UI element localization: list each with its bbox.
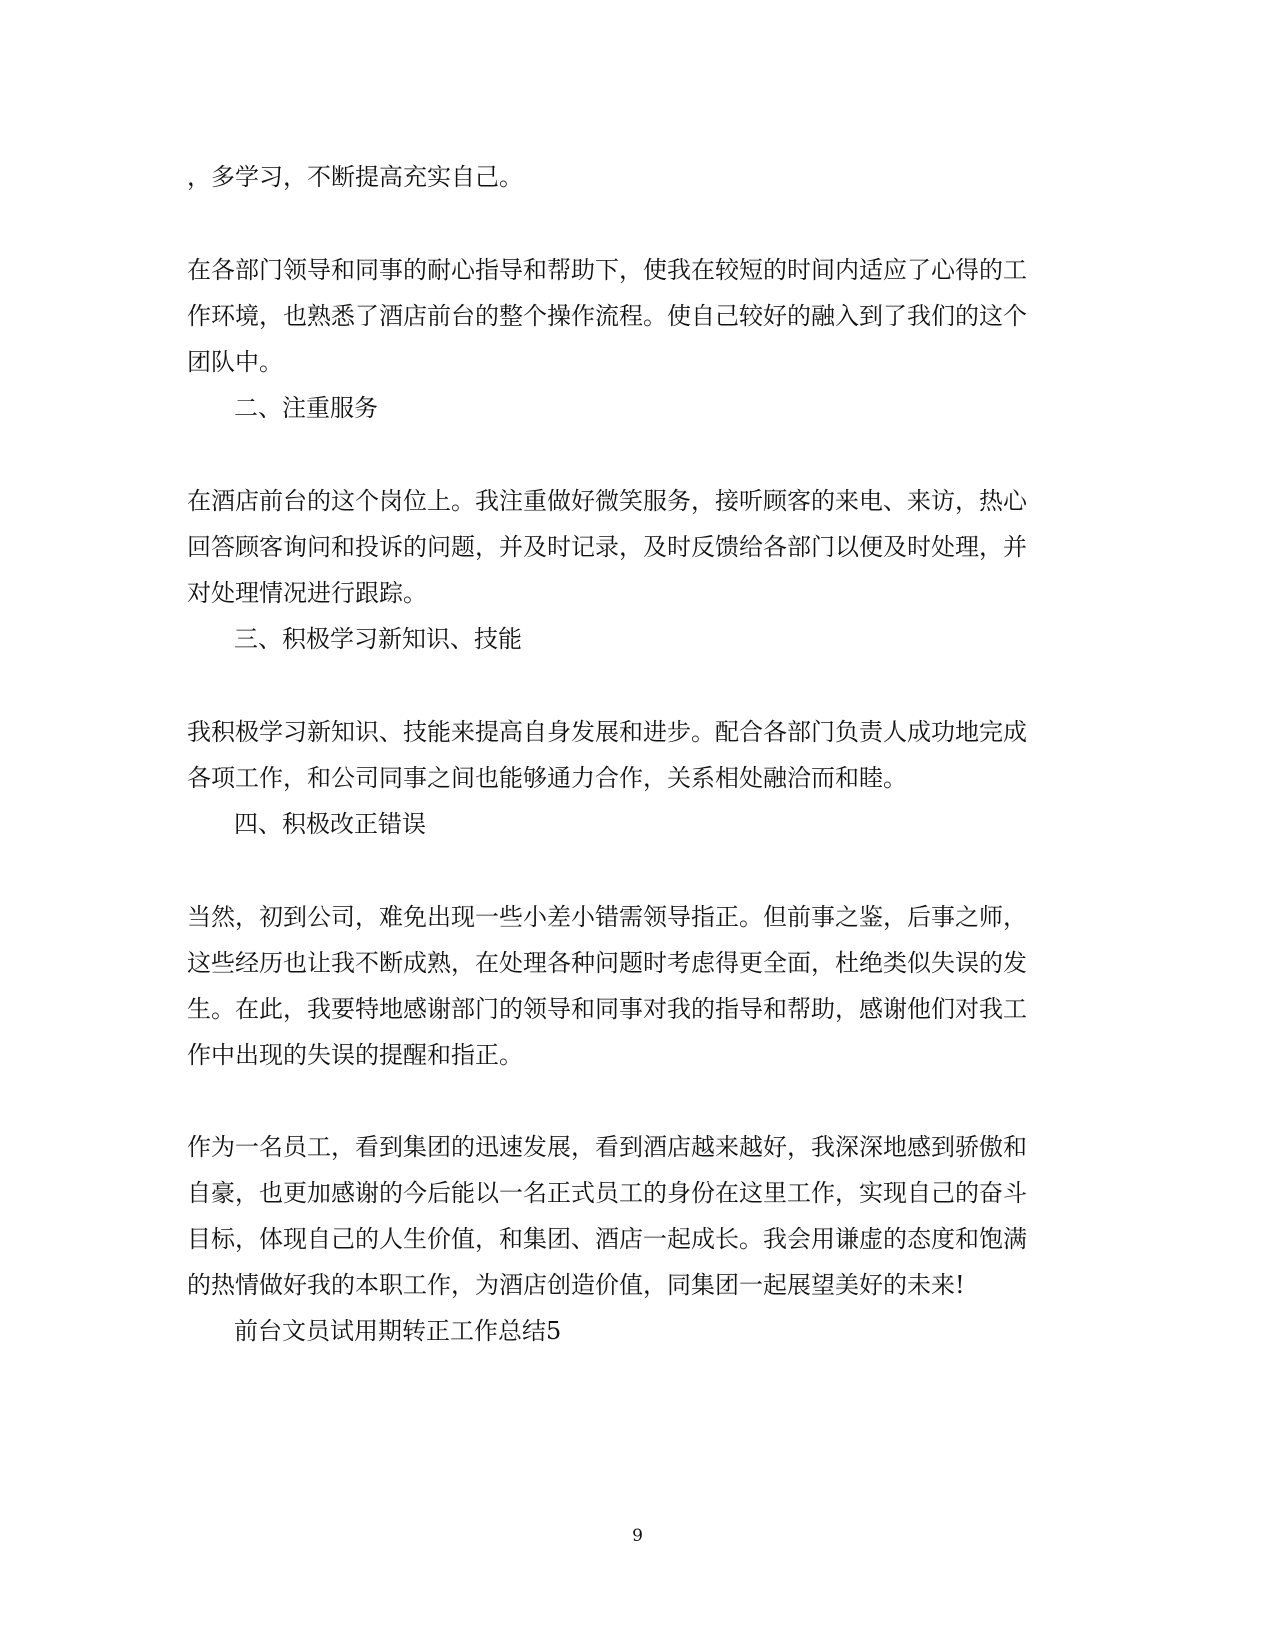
paragraph-line: 目标，体现自己的人生价值，和集团、酒店一起成长。我会用谦虚的态度和饱满 (187, 1225, 1027, 1253)
paragraph-line: 回答顾客询问和投诉的问题，并及时记录，及时反馈给各部门以便及时处理，并 (187, 533, 1027, 561)
paragraph-line: 生。在此，我要特地感谢部门的领导和同事对我的指导和帮助，感谢他们对我工 (187, 995, 1027, 1023)
page-number: 9 (632, 1526, 643, 1546)
paragraph-line: 作中出现的失误的提醒和指正。 (187, 1041, 523, 1069)
paragraph-line: 团队中。 (187, 348, 283, 376)
paragraph-line: 各项工作，和公司同事之间也能够通力合作，关系相处融洽而和睦。 (187, 764, 907, 792)
paragraph-line: 自豪，也更加感谢的今后能以一名正式员工的身份在这里工作，实现自己的奋斗 (187, 1179, 1027, 1207)
paragraph-line: 的热情做好我的本职工作，为酒店创造价值，同集团一起展望美好的未来! (187, 1271, 965, 1299)
paragraph-line: 在各部门领导和同事的耐心指导和帮助下，使我在较短的时间内适应了心得的工 (187, 256, 1027, 284)
paragraph-line: 作为一名员工，看到集团的迅速发展，看到酒店越来越好，我深深地感到骄傲和 (187, 1133, 1027, 1161)
paragraph-line: 当然，初到公司，难免出现一些小差小错需领导指正。但前事之鉴，后事之师， (187, 903, 1027, 931)
section-heading: 四、积极改正错误 (234, 810, 426, 838)
paragraph-line: 我积极学习新知识、技能来提高自身发展和进步。配合各部门负责人成功地完成 (187, 718, 1027, 746)
paragraph-line: 对处理情况进行跟踪。 (187, 579, 427, 607)
section-heading: 三、积极学习新知识、技能 (234, 625, 522, 653)
section-heading: 二、注重服务 (234, 394, 378, 422)
paragraph-line: ，多学习，不断提高充实自己。 (187, 163, 523, 191)
section-heading: 前台文员试用期转正工作总结5 (234, 1317, 562, 1345)
paragraph-line: 在酒店前台的这个岗位上。我注重做好微笑服务，接听顾客的来电、来访，热心 (187, 487, 1027, 515)
paragraph-line: 这些经历也让我不断成熟，在处理各种问题时考虑得更全面，杜绝类似失误的发 (187, 949, 1027, 977)
paragraph-line: 作环境，也熟悉了酒店前台的整个操作流程。使自己较好的融入到了我们的这个 (187, 302, 1027, 330)
